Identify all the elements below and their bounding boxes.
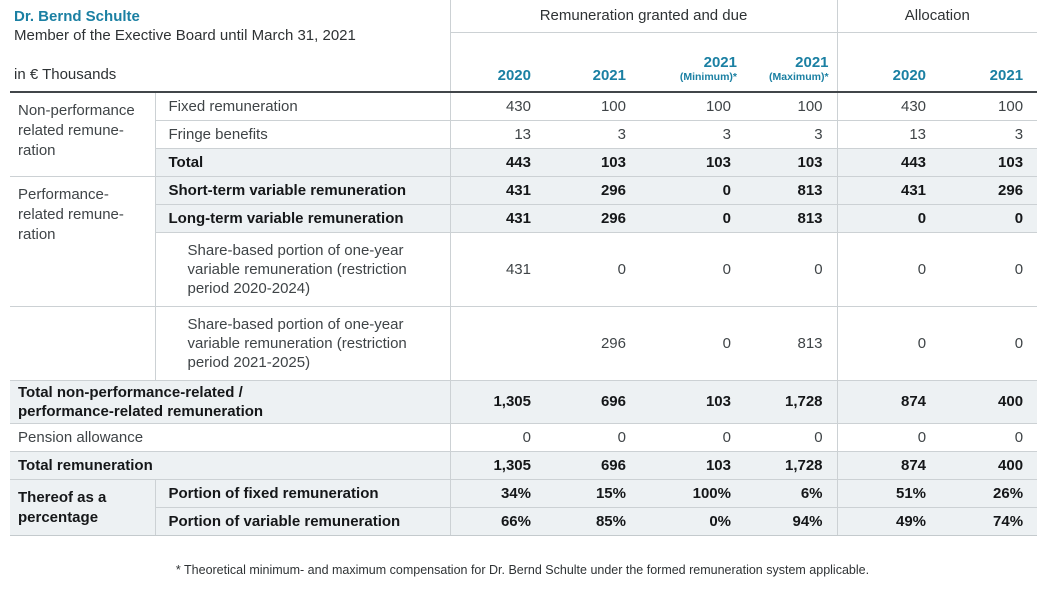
- row-label-fixed-remuneration: Fixed remuneration: [155, 92, 450, 120]
- column-header-allocation-2020: 2020: [837, 32, 940, 92]
- value-cell: 103: [640, 148, 745, 176]
- value-cell: 13: [450, 120, 545, 148]
- remuneration-table: [10, 0, 1037, 536]
- value-cell: 1,728: [745, 451, 837, 479]
- value-cell: 813: [745, 176, 837, 204]
- value-cell: 430: [837, 92, 940, 120]
- row-label-portion-fixed: Portion of fixed remuneration: [155, 479, 450, 507]
- value-cell: 51%: [837, 479, 940, 507]
- value-cell: 103: [640, 380, 745, 423]
- value-cell: 431: [450, 232, 545, 306]
- table-row: [10, 380, 1037, 423]
- row-label-share-based-2021-2025: Share-based portion of one-year variable remuneration (restriction period 2021-2025): [155, 306, 450, 380]
- value-cell: 813: [745, 306, 837, 380]
- unit-label: in € Thousands: [14, 66, 117, 83]
- value-cell: 874: [837, 380, 940, 423]
- value-cell: 0: [837, 204, 940, 232]
- row-label-portion-variable: Portion of variable remuneration: [155, 507, 450, 535]
- value-cell: 296: [545, 176, 640, 204]
- value-cell: 103: [545, 148, 640, 176]
- value-cell: 296: [545, 306, 640, 380]
- column-group-granted: Remuneration granted and due: [450, 0, 837, 32]
- value-cell: 15%: [545, 479, 640, 507]
- value-cell: 3: [745, 120, 837, 148]
- value-cell: 0: [837, 423, 940, 451]
- value-cell: 0%: [640, 507, 745, 535]
- value-cell: 103: [940, 148, 1037, 176]
- value-cell: 443: [837, 148, 940, 176]
- value-cell: 100%: [640, 479, 745, 507]
- header-group-row: [10, 0, 1037, 32]
- person-role: Member of the Exective Board until March 31, 2021: [14, 27, 356, 44]
- value-cell: 0: [640, 423, 745, 451]
- value-cell: 0: [940, 204, 1037, 232]
- value-cell: 0: [940, 232, 1037, 306]
- table-row: [10, 507, 1037, 535]
- row-label-pension-allowance: Pension allowance: [10, 423, 450, 451]
- table-row: [10, 120, 1037, 148]
- column-header-2021: 2021: [545, 32, 640, 92]
- value-cell: 0: [837, 232, 940, 306]
- value-cell: 0: [545, 232, 640, 306]
- value-cell: 0: [640, 204, 745, 232]
- value-cell: 13: [837, 120, 940, 148]
- row-label-fringe-benefits: Fringe benefits: [155, 120, 450, 148]
- value-cell: 1,305: [450, 380, 545, 423]
- value-cell: 0: [940, 423, 1037, 451]
- value-cell: 0: [940, 306, 1037, 380]
- column-header-2020: 2020: [450, 32, 545, 92]
- value-cell: 400: [940, 451, 1037, 479]
- column-group-allocation: Allocation: [837, 0, 1037, 32]
- value-cell: 0: [545, 423, 640, 451]
- value-cell: 296: [940, 176, 1037, 204]
- column-header-2021-maximum: 2021 (Maximum)*: [745, 32, 837, 92]
- value-cell: 0: [450, 423, 545, 451]
- value-cell: 34%: [450, 479, 545, 507]
- group-label-empty: [10, 306, 155, 380]
- value-cell: 103: [640, 451, 745, 479]
- value-cell: 49%: [837, 507, 940, 535]
- table-row: [10, 479, 1037, 507]
- row-label-total-remuneration: Total remuneration: [10, 451, 450, 479]
- value-cell: 1,305: [450, 451, 545, 479]
- row-label-long-term-variable: Long-term variable remuneration: [155, 204, 450, 232]
- value-cell: 94%: [745, 507, 837, 535]
- value-cell: 103: [745, 148, 837, 176]
- value-cell: 0: [745, 232, 837, 306]
- value-cell: 431: [837, 176, 940, 204]
- footnote: * Theoretical minimum- and maximum compensation for Dr. Bernd Schulte under the formed remuneration system applicable.: [175, 562, 870, 577]
- row-label-short-term-variable: Short-term variable remuneration: [155, 176, 450, 204]
- value-cell: 431: [450, 204, 545, 232]
- table-row: [10, 423, 1037, 451]
- value-cell: 0: [837, 306, 940, 380]
- value-cell: 3: [545, 120, 640, 148]
- value-cell: 100: [640, 92, 745, 120]
- group-label-non-performance: Non-performance related remune-ration: [10, 92, 155, 176]
- value-cell: 0: [640, 306, 745, 380]
- value-cell: 66%: [450, 507, 545, 535]
- table-row: [10, 306, 1037, 380]
- value-cell: 6%: [745, 479, 837, 507]
- row-label-share-based-2020-2024: Share-based portion of one-year variable remuneration (restriction period 2020-2024): [155, 232, 450, 306]
- value-cell: 26%: [940, 479, 1037, 507]
- value-cell: 431: [450, 176, 545, 204]
- table-row: [10, 148, 1037, 176]
- column-header-allocation-2021: 2021: [940, 32, 1037, 92]
- table-row: [10, 92, 1037, 120]
- column-header-2021-minimum: 2021 (Minimum)*: [640, 32, 745, 92]
- value-cell: 874: [837, 451, 940, 479]
- group-label-thereof-percentage: Thereof as a percentage: [10, 479, 155, 535]
- value-cell: 85%: [545, 507, 640, 535]
- value-cell: 0: [640, 176, 745, 204]
- value-cell: [450, 306, 545, 380]
- value-cell: 0: [640, 232, 745, 306]
- value-cell: 0: [745, 423, 837, 451]
- value-cell: 696: [545, 451, 640, 479]
- table-row: [10, 176, 1037, 204]
- value-cell: 100: [940, 92, 1037, 120]
- value-cell: 696: [545, 380, 640, 423]
- value-cell: 100: [745, 92, 837, 120]
- row-label-total: Total: [155, 148, 450, 176]
- table-row: [10, 232, 1037, 306]
- value-cell: 400: [940, 380, 1037, 423]
- value-cell: 3: [940, 120, 1037, 148]
- value-cell: 3: [640, 120, 745, 148]
- value-cell: 296: [545, 204, 640, 232]
- value-cell: 430: [450, 92, 545, 120]
- table-row: [10, 451, 1037, 479]
- row-label-total-combined: Total non-performance-related / performance-related remuneration: [10, 380, 450, 423]
- value-cell: 1,728: [745, 380, 837, 423]
- value-cell: 813: [745, 204, 837, 232]
- group-label-performance: Performance-related remune-ration: [10, 176, 155, 306]
- value-cell: 443: [450, 148, 545, 176]
- person-name: Dr. Bernd Schulte: [14, 8, 140, 25]
- value-cell: 100: [545, 92, 640, 120]
- value-cell: 74%: [940, 507, 1037, 535]
- table-row: [10, 204, 1037, 232]
- title-block: [10, 0, 450, 92]
